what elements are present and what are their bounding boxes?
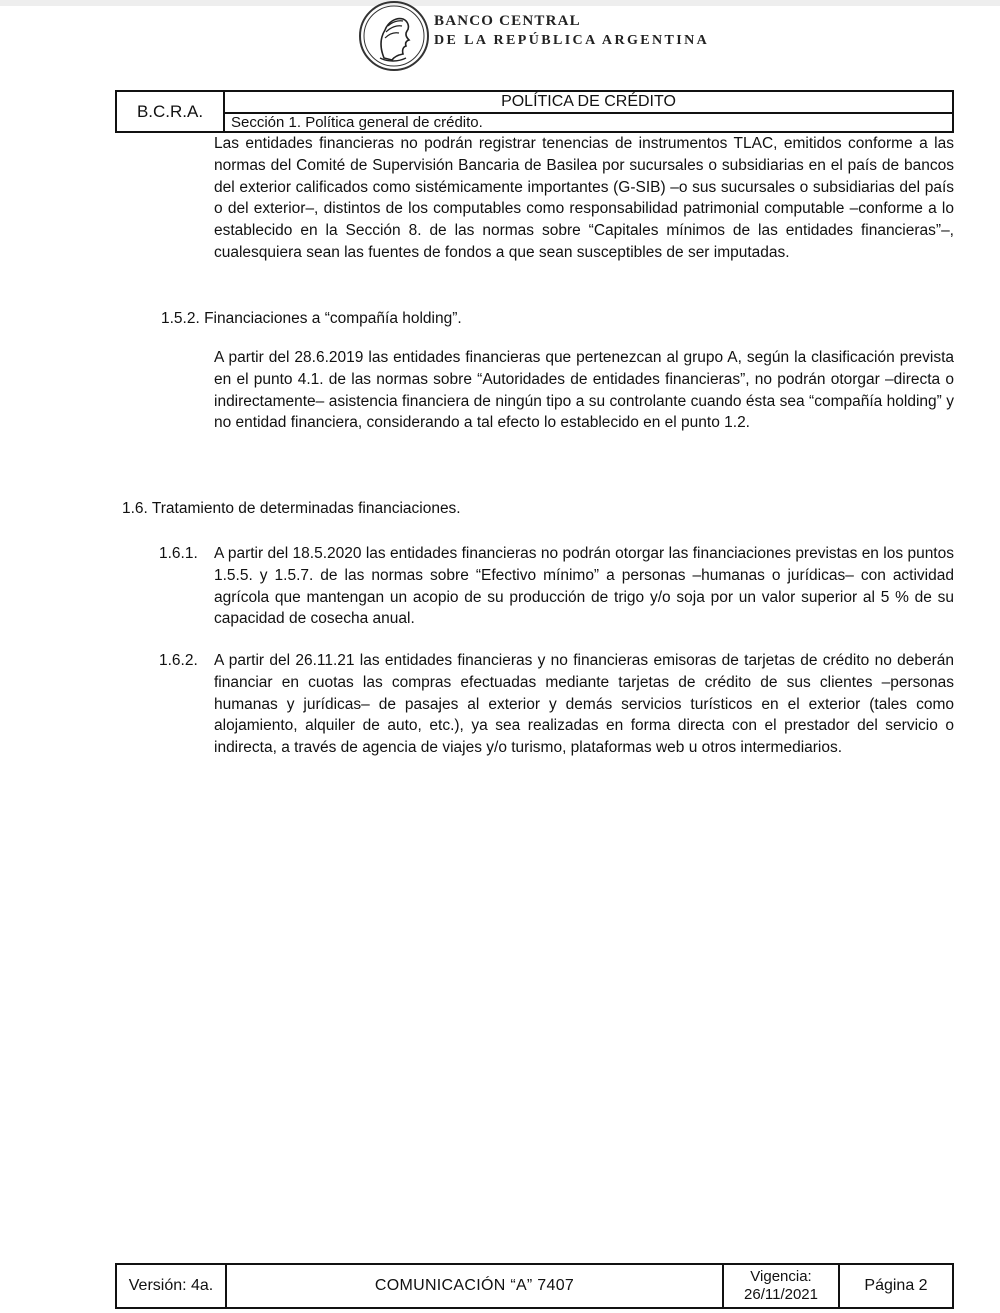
header-section: Sección 1. Política general de crédito. [231,114,483,131]
document-header-box [115,90,954,133]
footer-communication: COMUNICACIÓN “A” 7407 [227,1265,724,1307]
item-1-6-1-paragraph: A partir del 18.5.2020 las entidades financieras no podrán otorgar las financiaciones previstas en los puntos 1.5.5. y 1.5.7. de las normas sobre “Efectivo mínimo” a personas –humanas o jurídicas– con actividad agrícola que mantengan un acopio de su producción de trigo y/o soja por un valor superior al 5 % de su capacidad de cosecha anual. [214,545,954,628]
section-1-6-heading: 1.6. Tratamiento de determinadas financiaciones. [122,500,461,517]
header-entity: B.C.R.A. [117,92,225,131]
footer-page-number: Página 2 [864,1277,928,1294]
intro-paragraph: Las entidades financieras no podrán registrar tenencias de instrumentos TLAC, emitidos conforme a las normas del Comité de Supervisión Bancaria de Basilea por sucursales o subsidiarias en el país de bancos del exterior calificados como sistémicamente importantes (G-SIB) –o sus sucursales o subsidiarias del país o del exterior–, distintos de los computables como responsabilidad patrimonial computable –conforme a lo establecido en la Sección 8. de las normas sobre “Capitales mínimos de las entidades financieras”–, cualesquiera sean las fuentes de fondos a que sean susceptibles de ser imputadas. [214,135,954,261]
item-1-6-2-paragraph: A partir del 26.11.21 las entidades financieras y no financieras emisoras de tarjetas de crédito no deberán financiar en cuotas las compras efectuadas mediante tarjetas de crédito de sus clientes –personas humanas y jurídicas– de pasajes al exterior y demás servicios turísticos en el exterior (tales como alojamiento, alquiler de auto, etc.), ya sea realizadas en forma directa con el prestador del servicio o indirecta, a través de agencia de viajes y/o turismo, plataformas web u otros intermediarios. [214,652,954,757]
bank-name-line-2: DE LA REPÚBLICA ARGENTINA [434,33,710,48]
item-1-5-2-heading: 1.5.2. Financiaciones a “compañía holding”. [161,310,462,327]
item-1-6-2-number: 1.6.2. [159,652,198,669]
footer-vigencia [724,1265,840,1307]
footer-version: Versión: 4a. [117,1265,227,1307]
bcra-seal-icon [358,0,430,72]
item-1-6-1-number: 1.6.1. [159,545,198,562]
letterhead [358,0,738,72]
footer-vigencia-date: 26/11/2021 [744,1286,818,1303]
header-title: POLÍTICA DE CRÉDITO [225,92,952,114]
bank-name-line-1: BANCO CENTRAL [434,13,581,29]
document-footer-box [115,1263,954,1309]
footer-vigencia-label: Vigencia: [750,1268,812,1285]
item-1-5-2-paragraph: A partir del 28.6.2019 las entidades financieras que pertenezcan al grupo A, según la clasificación prevista en el punto 4.1. de las normas sobre “Autoridades de entidades financieras”, no podrán otorgar –directa o indirectamente– asistencia financiera de ningún tipo a su controlante cuando ésta sea “compañía holding” y no entidad financiera, considerando a tal efecto lo establecido en el punto 1.2. [214,349,954,432]
